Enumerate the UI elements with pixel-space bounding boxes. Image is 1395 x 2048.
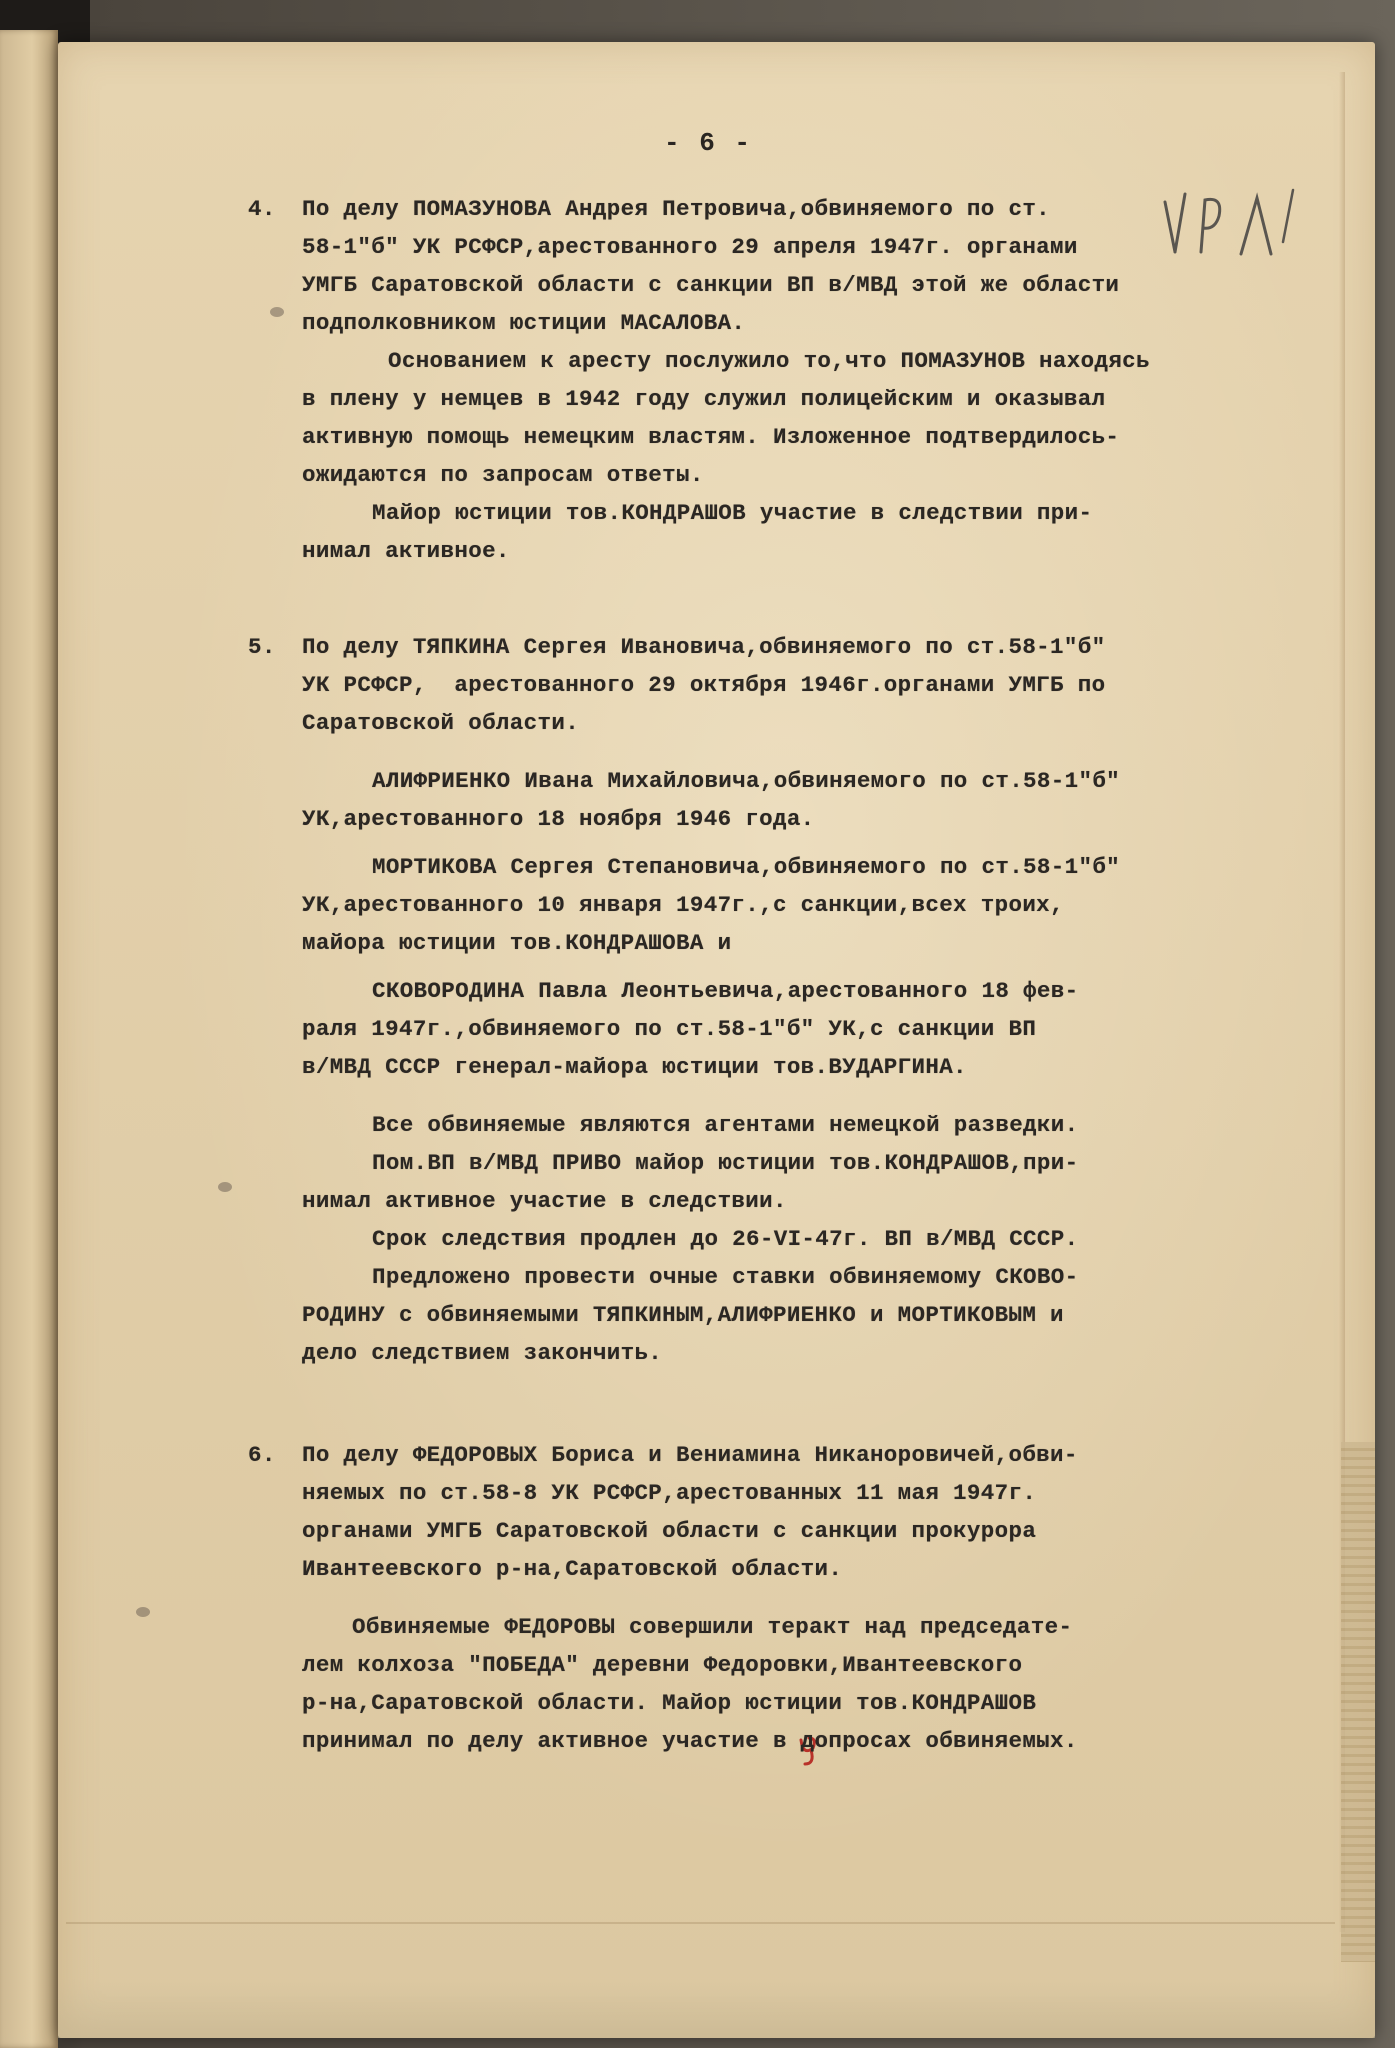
- text-line: МОРТИКОВА Сергея Степановича,обвиняемого по ст.58-1"б": [372, 854, 1121, 880]
- text-line: органами УМГБ Саратовской области с санкции прокурора: [302, 1518, 1037, 1544]
- text-line: принимал по делу активное участие в допросах обвиняемых.: [302, 1728, 1078, 1754]
- previous-page-edge: [0, 30, 58, 2048]
- text-line: По делу ФЕДОРОВЫХ Бориса и Вениамина Никаноровичей,обви-: [302, 1442, 1078, 1468]
- text-line: СКОВОРОДИНА Павла Леонтьевича,арестованного 18 фев-: [372, 978, 1079, 1004]
- ink-smudge: [136, 1607, 150, 1617]
- text-line: активную помощь немецким властям. Изложенное подтвердилось-: [302, 424, 1120, 450]
- text-line: Саратовской области.: [302, 710, 580, 736]
- frayed-edge: [1341, 1442, 1375, 1962]
- text-line: лем колхоза "ПОБЕДА" деревни Федоровки,Ивантеевского: [302, 1652, 1023, 1678]
- text-line: АЛИФРИЕНКО Ивана Михайловича,обвиняемого по ст.58-1"б": [372, 768, 1121, 794]
- text-line: Обвиняемые ФЕДОРОВЫ совершили теракт над председате-: [352, 1614, 1073, 1640]
- text-line: УМГБ Саратовской области с санкции ВП в/МВД этой же области: [302, 272, 1120, 298]
- text-line: Основанием к аресту послужило то,что ПОМАЗУНОВ находясь: [388, 348, 1150, 374]
- page-number: - 6 -: [663, 128, 752, 158]
- document-page: [58, 42, 1375, 2038]
- ink-smudge: [218, 1182, 232, 1192]
- text-line: Пом.ВП в/МВД ПРИВО майор юстиции тов.КОНДРАШОВ,при-: [372, 1150, 1079, 1176]
- text-line: няемых по ст.58-8 УК РСФСР,арестованных 11 мая 1947г.: [302, 1480, 1037, 1506]
- margin-handwriting-annotation: [1153, 182, 1303, 272]
- text-line: нимал активное участие в следствии.: [302, 1188, 787, 1214]
- text-line: раля 1947г.,обвиняемого по ст.58-1"б" УК,с санкции ВП: [302, 1016, 1037, 1042]
- text-line: УК,арестованного 10 января 1947г.,с санкции,всех троих,: [302, 892, 1064, 918]
- ink-smudge: [270, 307, 284, 317]
- text-line: Предложено провести очные ставки обвиняемому СКОВО-: [372, 1264, 1079, 1290]
- text-line: в плену у немцев в 1942 году служил полицейским и оказывал: [302, 386, 1106, 412]
- text-line: подполковником юстиции МАСАЛОВА.: [302, 310, 746, 336]
- text-line: Все обвиняемые являются агентами немецкой разведки.: [372, 1112, 1079, 1138]
- text-line: По делу ТЯПКИНА Сергея Ивановича,обвиняемого по ст.58-1"б": [302, 634, 1106, 660]
- item-number: 6.: [248, 1442, 276, 1468]
- text-line: нимал активное.: [302, 538, 510, 564]
- item-number: 5.: [248, 634, 276, 660]
- text-line: в/МВД СССР генерал-майора юстиции тов.ВУДАРГИНА.: [302, 1054, 967, 1080]
- text-line: Срок следствия продлен до 26-VI-47г. ВП в/МВД СССР.: [372, 1226, 1079, 1252]
- page-bottom-strip: [58, 1978, 1375, 2038]
- text-line: Ивантеевского р-на,Саратовской области.: [302, 1556, 843, 1582]
- text-line: УК,арестованного 18 ноября 1946 года.: [302, 806, 815, 832]
- text-line: Майор юстиции тов.КОНДРАШОВ участие в следствии при-: [372, 500, 1093, 526]
- text-line: РОДИНУ с обвиняемыми ТЯПКИНЫМ,АЛИФРИЕНКО и МОРТИКОВЫМ и: [302, 1302, 1064, 1328]
- text-line: 58-1"б" УК РСФСР,арестованного 29 апреля 1947г. органами: [302, 234, 1078, 260]
- text-line: р-на,Саратовской области. Майор юстиции тов.КОНДРАШОВ: [302, 1690, 1037, 1716]
- text-line: ожидаются по запросам ответы.: [302, 462, 704, 488]
- text-line: По делу ПОМАЗУНОВА Андрея Петровича,обвиняемого по ст.: [302, 196, 1051, 222]
- text-line: дело следствием закончить.: [302, 1340, 663, 1366]
- item-number: 4.: [248, 196, 276, 222]
- text-line: УК РСФСР, арестованного 29 октября 1946г.органами УМГБ по: [302, 672, 1106, 698]
- text-line: майора юстиции тов.КОНДРАШОВА и: [302, 930, 732, 956]
- page-fold-line: [66, 1922, 1335, 1924]
